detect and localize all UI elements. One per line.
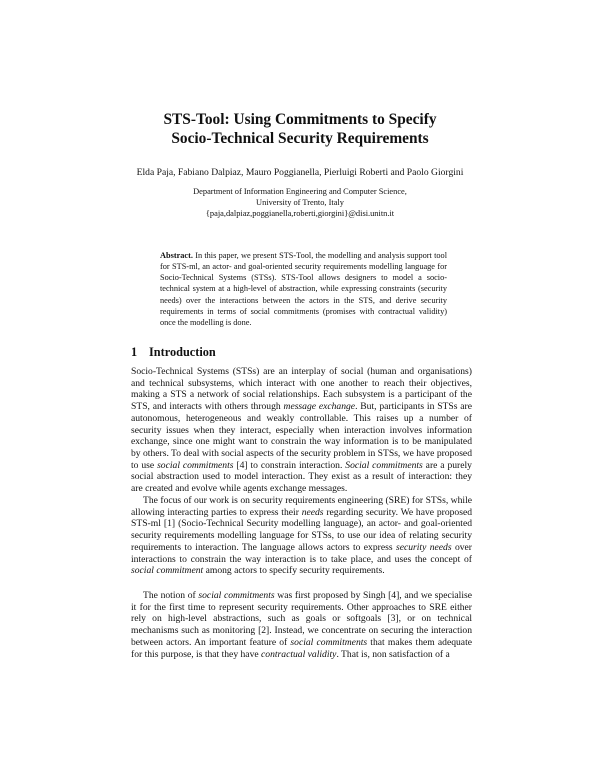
affiliation-emails: {paja,dalpiaz,poggianella,roberti,giorgini}@disi.unitn.it (205, 209, 395, 218)
p3-text-a: The notion of (143, 590, 199, 601)
p2-text-a: The focus of our work is on security requirements engineering (SRE) for STSs, while allowing interacting parties to express their (131, 495, 472, 518)
affiliation-university: University of Trento, Italy (256, 198, 344, 207)
p2-text-c: over interactions to constrain the way interaction is to take place, and uses the concept of (131, 541, 473, 565)
p2-emphasis-1: needs (301, 506, 324, 518)
p3-text-b: was first proposed by Singh [4], and we specialise it for the first time to represent security requirements. Other approaches to SRE either rely on high-level abstractions, such as goals or softgoals [3], or on technical mechanisms such as monitoring [2]. Instead, we concentrate on securing the interaction between actors. An important feature of (131, 590, 472, 648)
p1-text-d: are a purely social abstraction used to model interaction. They exist as a result of interaction: they are created and evolve while agents exchange messages. (131, 459, 472, 495)
p2-text-d: among actors to specify security requirements. (203, 565, 385, 577)
p1-text-a: Socio-Technical Systems (STSs) are an interplay of social (human and organisations) and technical subsystems, which interact with one another to reach their objectives, making a STS a network of social relationships. Each subsystem is a participant of the STS, and interacts with others through (131, 366, 472, 413)
p3-emphasis-1: social commitments (198, 590, 275, 601)
p3-emphasis-3: contractual validity (261, 648, 337, 660)
abstract-text: In this paper, we present STS-Tool, the modelling and analysis support tool for STS-ml, an actor- and goal-oriented security requirements modelling language for Socio-Technical Systems (STSs). STS-Tool allows designers to model a socio-technical system at a high-level of abstraction, while expressing constraints (security needs) over the interactions between the actors in the STS, and derive security requirements in terms of social commitments (promises with contractual validity) once the modelling is done. (160, 251, 448, 327)
section-title: Introduction (149, 345, 216, 359)
p3-text-c: that makes them adequate for this purpose, is that they have (131, 636, 472, 660)
p1-text-b: . But, participants in STSs are autonomous, heterogeneous and weakly controllable. This raises up a number of security issues when they interact, especially when interaction involves information exchange, since one might want to constrain the way information is to be manipulated by others. To deal with social aspects of the security problem in STSs, we have proposed to use (131, 401, 472, 471)
paper-title-line-2: Socio-Technical Security Requirements (171, 130, 429, 147)
abstract (160, 250, 447, 328)
p1-emphasis-1: message exchange (283, 401, 356, 413)
p3-text-d: . That is, non satisfaction of a (336, 648, 450, 660)
p3-emphasis-2: social commitments (290, 636, 368, 648)
p2-text-b: regarding security. We have proposed STS-ml [1] (Socio-Technical Security modelling language), an actor- and goal-oriented security requirements modelling language for STSs, to use our idea of relating security requirements to interaction. The language allows actors to express (131, 506, 472, 553)
p1-emphasis-2: social commitments (157, 459, 234, 471)
p1-emphasis-3: Social commitments (345, 459, 423, 471)
section-number: 1 (131, 345, 138, 359)
p1-text-c: [4] to constrain interaction. (233, 459, 346, 471)
p2-emphasis-2: security needs (395, 541, 452, 553)
section-heading (131, 345, 216, 360)
author-list: Elda Paja, Fabiano Dalpiaz, Mauro Poggianella, Pierluigi Roberti and Paolo Giorgini (136, 167, 464, 178)
paragraph-3 (131, 590, 472, 660)
p2-emphasis-3: social commitment (131, 565, 204, 577)
affiliation-department: Department of Information Engineering and Computer Science, (193, 187, 407, 196)
paragraph-1 (131, 366, 472, 495)
paragraph-2 (131, 495, 472, 577)
abstract-label: Abstract. (160, 251, 193, 260)
paper-title-line-1: STS-Tool: Using Commitments to Specify (163, 111, 437, 128)
